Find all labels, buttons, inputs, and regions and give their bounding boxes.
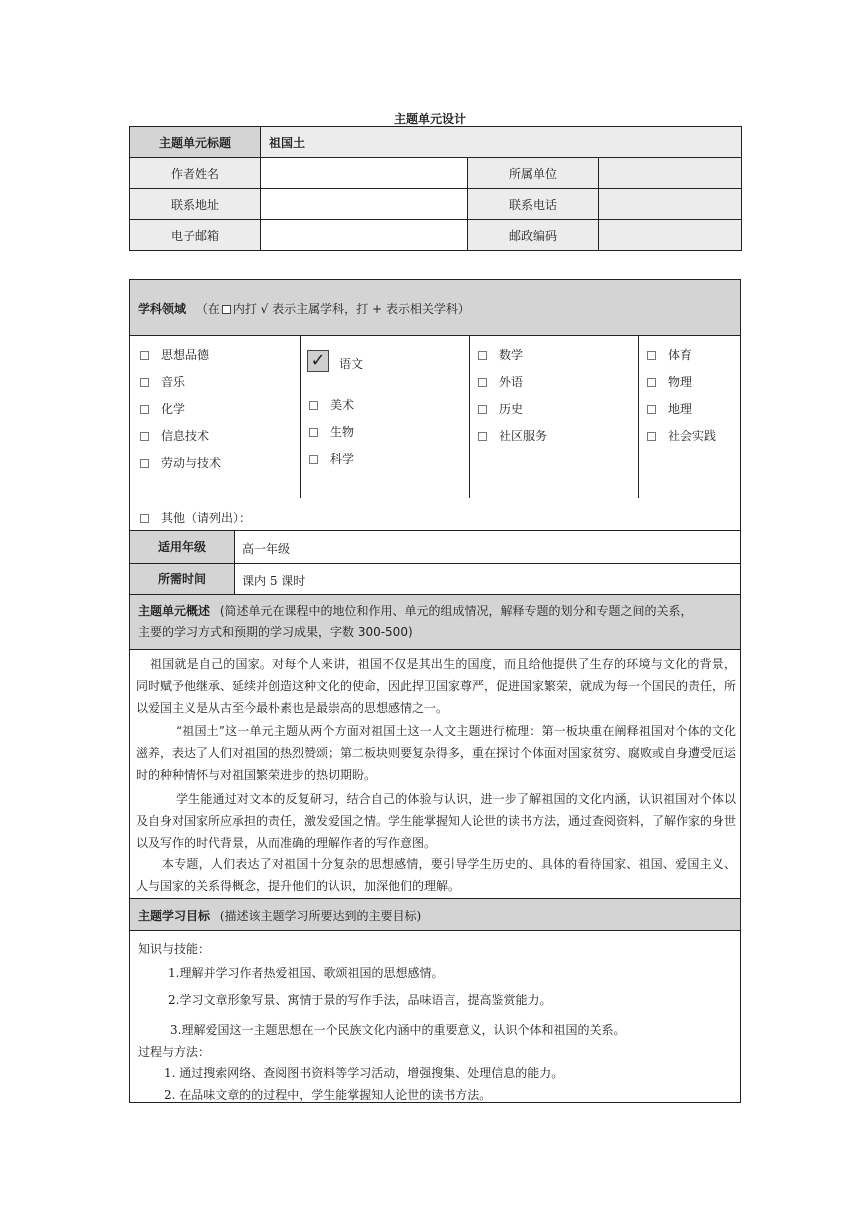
process-title: 过程与方法：	[138, 1045, 211, 1059]
hours-row	[130, 564, 740, 594]
overview-paragraph: 学生能通过对文本的反复研习，结合自己的体验与认识，进一步了解祖国的文化内涵，认识祖国对个体以及自身对国家所应承担的责任，激发爱国之情。学生能掌握知人论世的读书方法，通过查阅资料，了解作家的身世以及写作的时代背景，从而准确的理解作者的写作意图。	[136, 792, 737, 850]
theme-title-label: 主题单元标题	[130, 127, 261, 158]
phone-label: 联系电话	[468, 189, 599, 220]
checkbox-icon[interactable]	[140, 378, 149, 387]
subject-community-service[interactable]: 社区服务	[478, 427, 547, 444]
checkbox-icon[interactable]	[140, 459, 149, 468]
grade-row	[130, 531, 740, 563]
checkbox-icon[interactable]	[140, 514, 149, 523]
design-section	[129, 279, 741, 1103]
subject-area-label: 学科领域	[138, 302, 187, 316]
subject-moral[interactable]: 思想品德	[140, 346, 209, 363]
checkbox-icon[interactable]	[478, 405, 487, 414]
subject-it[interactable]: 信息技术	[140, 427, 209, 444]
checkbox-icon[interactable]	[309, 401, 318, 410]
email-label: 电子邮箱	[130, 220, 261, 251]
info-table	[129, 126, 742, 251]
unit-label: 所属单位	[468, 158, 599, 189]
overview-header	[130, 595, 740, 649]
checkbox-icon[interactable]	[140, 432, 149, 441]
subject-chinese[interactable]: 语文	[339, 357, 364, 371]
goals-hint: (描述该主题学习所要达到的主要目标)	[219, 909, 422, 923]
subject-art[interactable]: 美术	[309, 396, 354, 413]
postcode-label: 邮政编码	[468, 220, 599, 251]
subject-area-header	[130, 280, 740, 335]
subject-foreign-language[interactable]: 外语	[478, 373, 523, 390]
overview-hint-line2: 主要的学习方式和预期的学习成果，字数 300-500)	[138, 625, 413, 639]
hours-value: 课内 5 课时	[242, 574, 306, 588]
phone-field[interactable]	[599, 189, 742, 220]
overview-paragraph: 本专题，人们表达了对祖国十分复杂的思想感情，要引导学生历史的、具体的看待国家、祖国、爱国主义、人与国家的关系得概念，提升他们的认识，加深他们的理解。	[136, 857, 736, 893]
subject-pe[interactable]: 体育	[647, 346, 692, 363]
checkbox-icon[interactable]	[647, 351, 656, 360]
subject-biology[interactable]: 生物	[309, 423, 354, 440]
checkbox-icon[interactable]	[309, 455, 318, 464]
email-field[interactable]	[261, 220, 468, 251]
overview-label: 主题单元概述	[138, 604, 211, 618]
checkbox-icon[interactable]	[647, 378, 656, 387]
address-field[interactable]	[261, 189, 468, 220]
subject-other[interactable]: 其他（请列出）：	[140, 509, 251, 526]
subject-geography[interactable]: 地理	[647, 400, 692, 417]
grade-label: 适用年级	[130, 531, 234, 563]
overview-paragraph: 祖国就是自己的国家。对每个人来讲，祖国不仅是其出生的国度，而且给他提供了生存的环境与文化的背景，同时赋予他继承、延续并创造这种文化的使命，因此捍卫国家尊严，促进国家繁荣，就成为每一个国民的责任，所以爱国主义是从古至今最朴素也是最崇高的思想感情之一。	[136, 657, 737, 715]
checkbox-icon[interactable]	[478, 351, 487, 360]
hours-label: 所需时间	[130, 564, 234, 594]
checkbox-icon[interactable]	[140, 351, 149, 360]
goals-header	[130, 899, 740, 930]
subject-math[interactable]: 数学	[478, 346, 523, 363]
subject-physics[interactable]: 物理	[647, 373, 692, 390]
checkbox-icon[interactable]	[140, 405, 149, 414]
grade-value: 高一年级	[242, 542, 291, 556]
checkbox-icon[interactable]	[647, 405, 656, 414]
knowledge-item: 2.学习文章形象写景、寓情于景的写作手法，品味语言，提高鉴赏能力。	[168, 993, 552, 1007]
checkbox-icon[interactable]	[478, 432, 487, 441]
checked-checkbox-icon[interactable]: ✓	[307, 350, 329, 372]
checkbox-icon[interactable]	[647, 432, 656, 441]
theme-title-value: 祖国土	[261, 127, 742, 158]
empty-box-icon	[222, 305, 231, 314]
subject-history[interactable]: 历史	[478, 400, 523, 417]
subject-music[interactable]: 音乐	[140, 373, 185, 390]
overview-hint-line1: (简述单元在课程中的地位和作用、单元的组成情况，解释专题的划分和专题之间的关系，	[219, 604, 693, 618]
address-label: 联系地址	[130, 189, 261, 220]
document-title: 主题单元设计	[393, 112, 466, 126]
subject-science[interactable]: 科学	[309, 450, 354, 467]
overview-paragraph: “祖国土”这一单元主题从两个方面对祖国土这一人文主题进行梳理：第一板块重在阐释祖国对个体的文化滋养，表达了人们对祖国的热烈赞颂；第二板块则要复杂得多，重在探讨个体面对国家贫穷、腐败或自身遭受厄运时的种种情怀与对祖国繁荣进步的热切期盼。	[136, 724, 737, 782]
postcode-field[interactable]	[599, 220, 742, 251]
process-item: 2. 在品味文章的的过程中，学生能掌握知人论世的读书方法。	[164, 1088, 492, 1102]
checkbox-icon[interactable]	[309, 428, 318, 437]
knowledge-title: 知识与技能：	[138, 942, 211, 956]
process-item: 1. 通过搜索网络、查阅图书资料等学习活动，增强搜集、处理信息的能力。	[164, 1066, 564, 1080]
subject-labor[interactable]: 劳动与技术	[140, 454, 221, 471]
knowledge-item: 3.理解爱国这一主题思想在一个民族文化内涵中的重要意义，认识个体和祖国的关系。	[170, 1023, 626, 1037]
author-name-label: 作者姓名	[130, 158, 261, 189]
unit-field[interactable]	[599, 158, 742, 189]
knowledge-item: 1.理解并学习作者热爱祖国、歌颂祖国的思想感情。	[168, 966, 444, 980]
author-name-field[interactable]	[261, 158, 468, 189]
subject-area-note: 内打 √ 表示主属学科，打 + 表示相关学科）	[232, 302, 470, 316]
goals-label: 主题学习目标	[138, 909, 211, 923]
subject-social-practice[interactable]: 社会实践	[647, 427, 716, 444]
subject-area-note-prefix: （在	[195, 302, 220, 316]
checkbox-icon[interactable]	[478, 378, 487, 387]
subject-chemistry[interactable]: 化学	[140, 400, 185, 417]
